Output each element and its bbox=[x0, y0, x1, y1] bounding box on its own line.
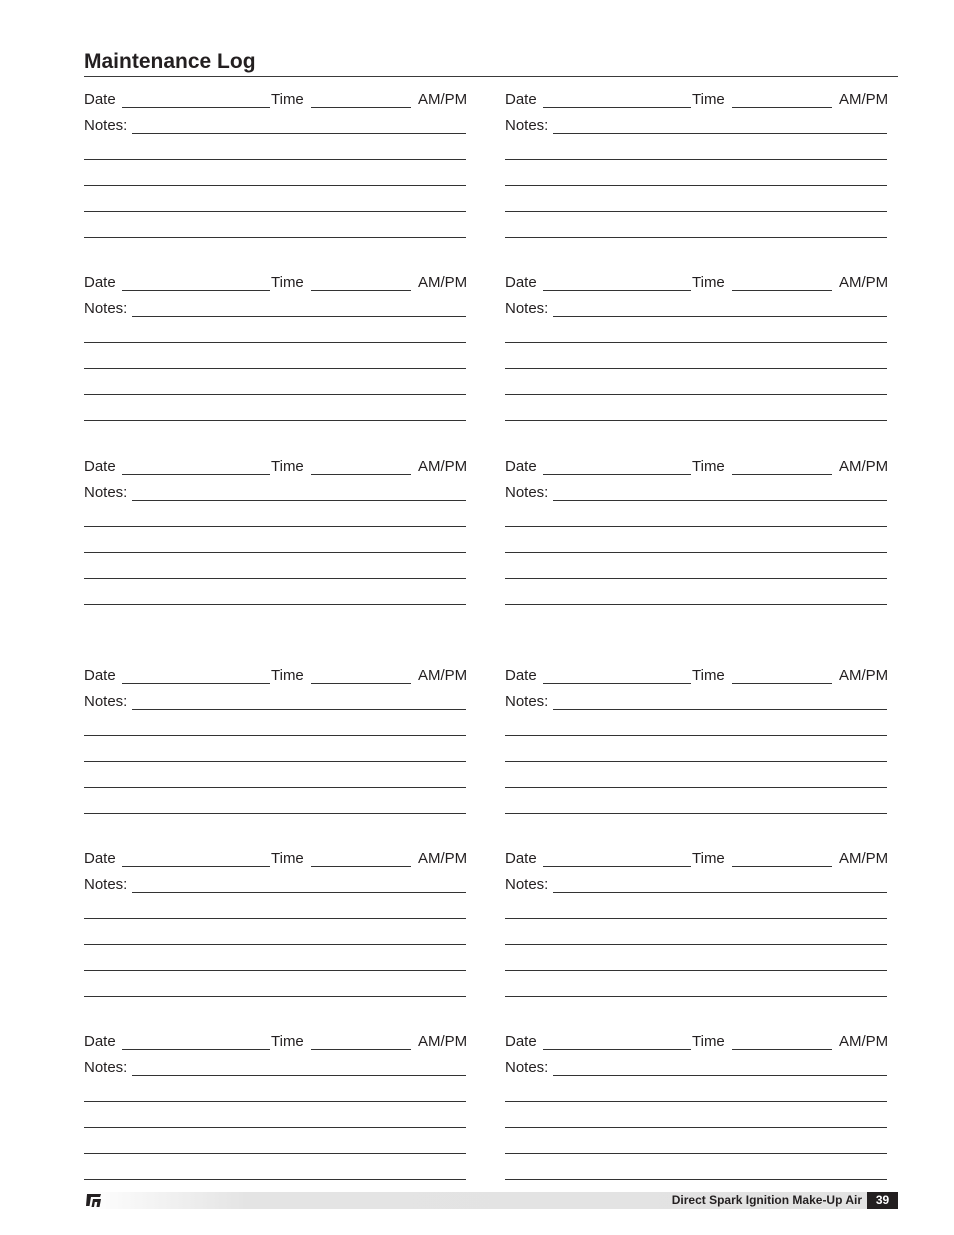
time-label: Time bbox=[271, 850, 304, 867]
log-entry bbox=[84, 1033, 474, 1193]
date-field[interactable] bbox=[122, 474, 270, 475]
notes-line[interactable] bbox=[505, 1127, 887, 1128]
time-label: Time bbox=[271, 274, 304, 291]
notes-line[interactable] bbox=[84, 735, 466, 736]
notes-line[interactable] bbox=[84, 159, 466, 160]
date-label: Date bbox=[505, 850, 537, 867]
log-entry bbox=[505, 850, 895, 1010]
log-entry bbox=[84, 274, 474, 434]
ampm-label: AM/PM bbox=[418, 91, 468, 108]
notes-line[interactable] bbox=[505, 787, 887, 788]
notes-field[interactable] bbox=[132, 892, 466, 893]
page-number: 39 bbox=[867, 1192, 898, 1209]
date-field[interactable] bbox=[543, 290, 691, 291]
ampm-label: AM/PM bbox=[839, 667, 889, 684]
notes-label: Notes: bbox=[505, 1059, 549, 1076]
notes-line[interactable] bbox=[505, 526, 887, 527]
time-field[interactable] bbox=[732, 866, 832, 867]
time-label: Time bbox=[271, 667, 304, 684]
notes-field[interactable] bbox=[553, 133, 887, 134]
footer-doc-title: Direct Spark Ignition Make-Up Air bbox=[671, 1193, 862, 1207]
notes-label: Notes: bbox=[505, 117, 549, 134]
date-field[interactable] bbox=[543, 683, 691, 684]
page-title: Maintenance Log bbox=[84, 50, 256, 73]
notes-label: Notes: bbox=[505, 484, 549, 501]
notes-field[interactable] bbox=[553, 892, 887, 893]
time-field[interactable] bbox=[311, 683, 411, 684]
notes-line[interactable] bbox=[505, 185, 887, 186]
notes-line[interactable] bbox=[505, 420, 887, 421]
date-field[interactable] bbox=[122, 866, 270, 867]
date-label: Date bbox=[84, 458, 116, 475]
notes-label: Notes: bbox=[84, 117, 128, 134]
notes-line[interactable] bbox=[505, 1153, 887, 1154]
notes-field[interactable] bbox=[132, 316, 466, 317]
time-label: Time bbox=[692, 667, 725, 684]
date-label: Date bbox=[505, 458, 537, 475]
notes-field[interactable] bbox=[132, 500, 466, 501]
notes-line[interactable] bbox=[505, 970, 887, 971]
notes-line[interactable] bbox=[84, 1179, 466, 1180]
notes-line[interactable] bbox=[84, 420, 466, 421]
time-field[interactable] bbox=[732, 683, 832, 684]
notes-line[interactable] bbox=[84, 237, 466, 238]
time-field[interactable] bbox=[732, 474, 832, 475]
time-label: Time bbox=[692, 91, 725, 108]
notes-line[interactable] bbox=[84, 944, 466, 945]
log-entry bbox=[505, 1033, 895, 1193]
notes-line[interactable] bbox=[84, 761, 466, 762]
notes-label: Notes: bbox=[84, 1059, 128, 1076]
notes-label: Notes: bbox=[84, 876, 128, 893]
notes-line[interactable] bbox=[505, 813, 887, 814]
ampm-label: AM/PM bbox=[418, 274, 468, 291]
notes-line[interactable] bbox=[505, 578, 887, 579]
notes-label: Notes: bbox=[84, 300, 128, 317]
ampm-label: AM/PM bbox=[418, 850, 468, 867]
date-field[interactable] bbox=[543, 474, 691, 475]
notes-field[interactable] bbox=[553, 709, 887, 710]
notes-line[interactable] bbox=[84, 1127, 466, 1128]
notes-line[interactable] bbox=[84, 342, 466, 343]
date-label: Date bbox=[84, 274, 116, 291]
notes-line[interactable] bbox=[84, 552, 466, 553]
time-field[interactable] bbox=[311, 1049, 411, 1050]
ampm-label: AM/PM bbox=[839, 458, 889, 475]
ampm-label: AM/PM bbox=[418, 458, 468, 475]
log-entry bbox=[505, 458, 895, 618]
notes-line[interactable] bbox=[84, 394, 466, 395]
date-field[interactable] bbox=[122, 1049, 270, 1050]
notes-line[interactable] bbox=[84, 970, 466, 971]
notes-label: Notes: bbox=[84, 484, 128, 501]
notes-line[interactable] bbox=[84, 1101, 466, 1102]
notes-field[interactable] bbox=[553, 500, 887, 501]
notes-field[interactable] bbox=[553, 316, 887, 317]
ampm-label: AM/PM bbox=[418, 667, 468, 684]
notes-field[interactable] bbox=[132, 709, 466, 710]
time-field[interactable] bbox=[732, 107, 832, 108]
notes-field[interactable] bbox=[132, 1075, 466, 1076]
date-label: Date bbox=[84, 1033, 116, 1050]
time-field[interactable] bbox=[732, 290, 832, 291]
notes-field[interactable] bbox=[132, 133, 466, 134]
date-field[interactable] bbox=[122, 683, 270, 684]
time-label: Time bbox=[692, 458, 725, 475]
date-label: Date bbox=[505, 91, 537, 108]
notes-line[interactable] bbox=[505, 159, 887, 160]
notes-line[interactable] bbox=[505, 368, 887, 369]
time-label: Time bbox=[271, 1033, 304, 1050]
date-field[interactable] bbox=[543, 1049, 691, 1050]
notes-line[interactable] bbox=[505, 761, 887, 762]
notes-line[interactable] bbox=[84, 918, 466, 919]
time-label: Time bbox=[692, 850, 725, 867]
date-label: Date bbox=[84, 91, 116, 108]
log-entry bbox=[84, 667, 474, 827]
notes-line[interactable] bbox=[505, 918, 887, 919]
notes-line[interactable] bbox=[84, 1153, 466, 1154]
time-field[interactable] bbox=[311, 866, 411, 867]
ampm-label: AM/PM bbox=[839, 1033, 889, 1050]
greenheck-logo-icon bbox=[84, 1192, 104, 1209]
notes-line[interactable] bbox=[505, 1101, 887, 1102]
time-field[interactable] bbox=[311, 474, 411, 475]
notes-line[interactable] bbox=[84, 787, 466, 788]
ampm-label: AM/PM bbox=[839, 91, 889, 108]
time-label: Time bbox=[692, 274, 725, 291]
date-label: Date bbox=[505, 1033, 537, 1050]
notes-label: Notes: bbox=[505, 876, 549, 893]
log-entry bbox=[505, 91, 895, 251]
notes-line[interactable] bbox=[505, 604, 887, 605]
date-field[interactable] bbox=[122, 290, 270, 291]
date-label: Date bbox=[505, 274, 537, 291]
time-field[interactable] bbox=[311, 107, 411, 108]
notes-line[interactable] bbox=[84, 604, 466, 605]
log-entry bbox=[505, 667, 895, 827]
ampm-label: AM/PM bbox=[839, 274, 889, 291]
time-label: Time bbox=[692, 1033, 725, 1050]
notes-line[interactable] bbox=[505, 1179, 887, 1180]
notes-label: Notes: bbox=[84, 693, 128, 710]
notes-line[interactable] bbox=[84, 578, 466, 579]
notes-label: Notes: bbox=[505, 693, 549, 710]
notes-line[interactable] bbox=[505, 342, 887, 343]
log-entry bbox=[84, 458, 474, 618]
date-label: Date bbox=[84, 850, 116, 867]
date-label: Date bbox=[505, 667, 537, 684]
notes-label: Notes: bbox=[505, 300, 549, 317]
notes-line[interactable] bbox=[505, 996, 887, 997]
time-label: Time bbox=[271, 458, 304, 475]
notes-line[interactable] bbox=[505, 394, 887, 395]
date-field[interactable] bbox=[543, 866, 691, 867]
log-entry bbox=[505, 274, 895, 434]
time-field[interactable] bbox=[732, 1049, 832, 1050]
time-field[interactable] bbox=[311, 290, 411, 291]
notes-line[interactable] bbox=[505, 735, 887, 736]
ampm-label: AM/PM bbox=[418, 1033, 468, 1050]
log-entry bbox=[84, 850, 474, 1010]
notes-line[interactable] bbox=[505, 552, 887, 553]
notes-line[interactable] bbox=[84, 996, 466, 997]
notes-line[interactable] bbox=[84, 211, 466, 212]
date-field[interactable] bbox=[122, 107, 270, 108]
notes-line[interactable] bbox=[505, 944, 887, 945]
notes-field[interactable] bbox=[553, 1075, 887, 1076]
notes-line[interactable] bbox=[84, 526, 466, 527]
notes-line[interactable] bbox=[505, 211, 887, 212]
time-label: Time bbox=[271, 91, 304, 108]
log-entry bbox=[84, 91, 474, 251]
date-label: Date bbox=[84, 667, 116, 684]
title-divider bbox=[84, 76, 898, 77]
notes-line[interactable] bbox=[84, 185, 466, 186]
date-field[interactable] bbox=[543, 107, 691, 108]
notes-line[interactable] bbox=[84, 368, 466, 369]
notes-line[interactable] bbox=[505, 237, 887, 238]
ampm-label: AM/PM bbox=[839, 850, 889, 867]
notes-line[interactable] bbox=[84, 813, 466, 814]
